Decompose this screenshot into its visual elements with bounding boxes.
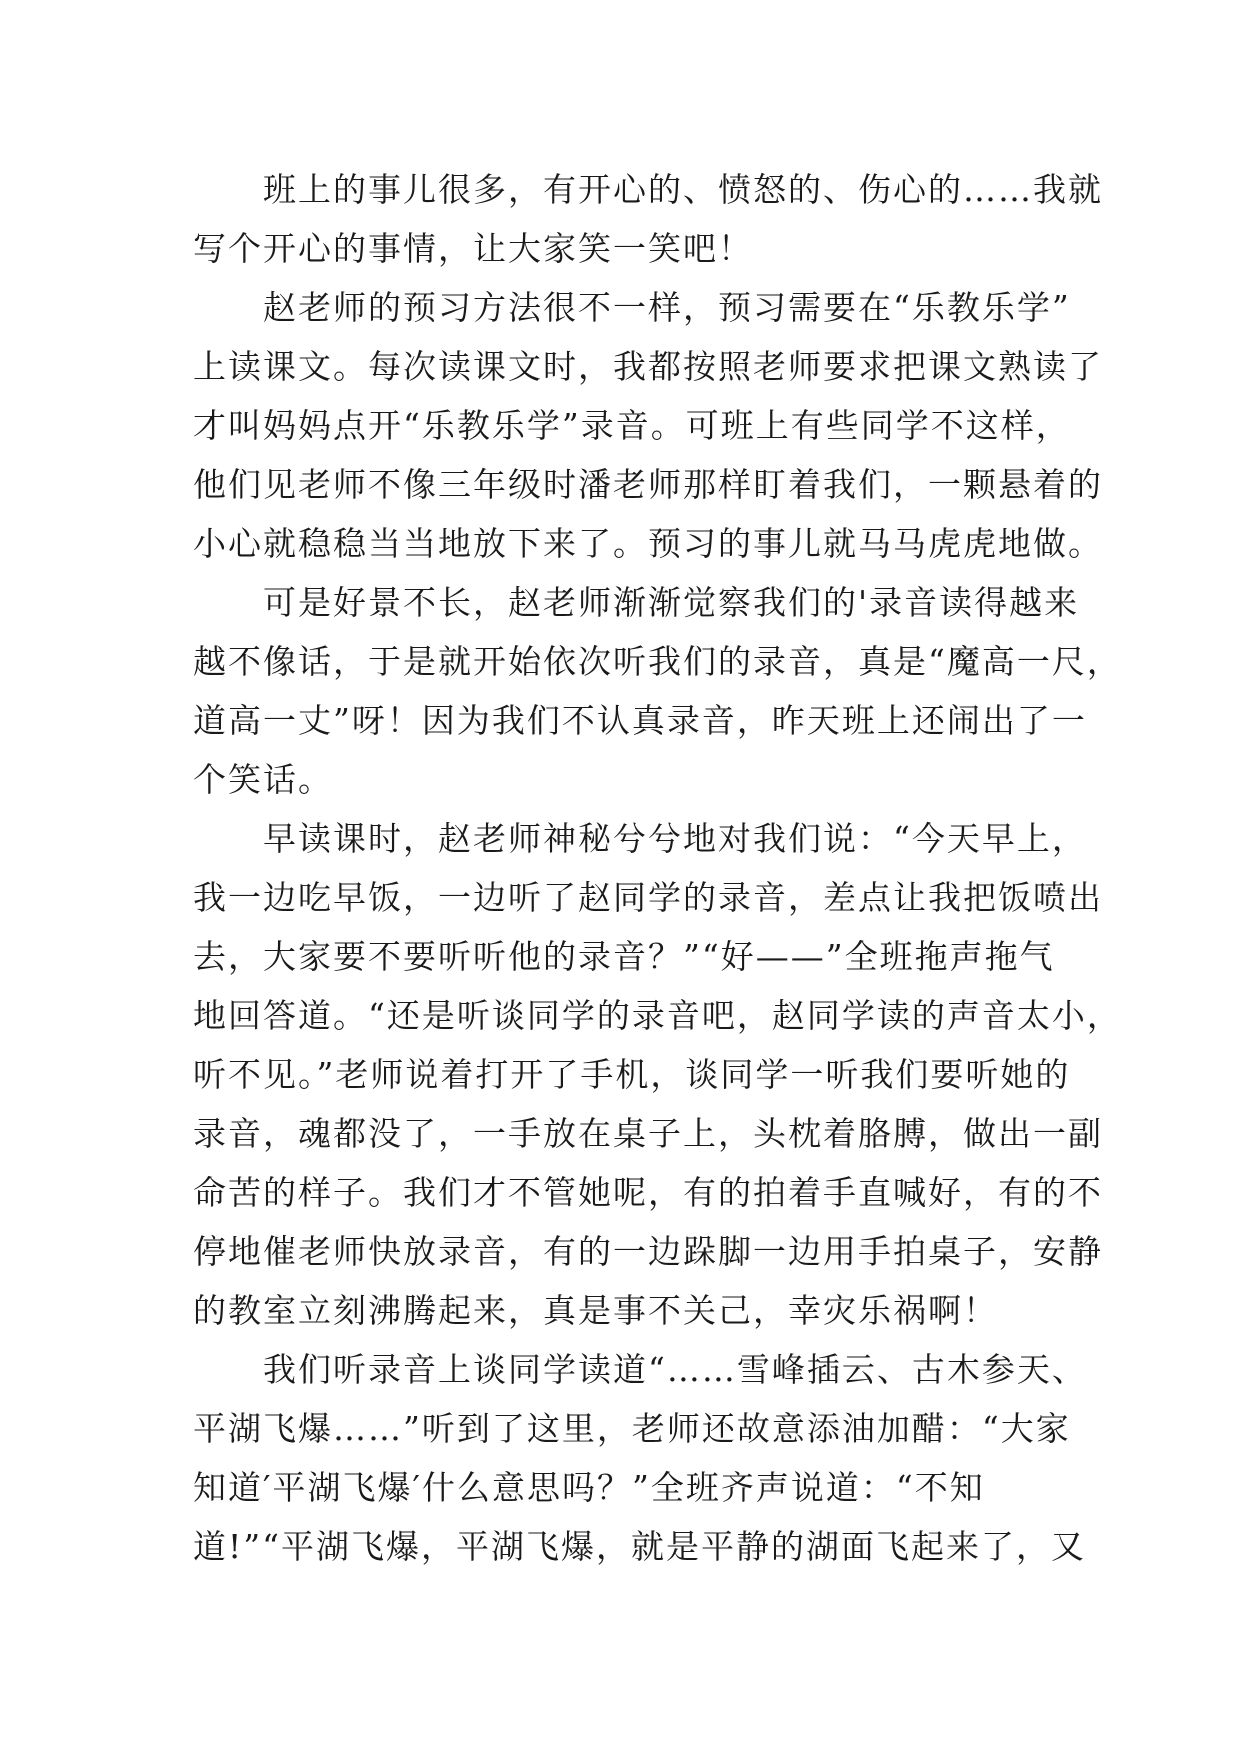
text-line: 可是好景不长，赵老师渐渐觉察我们的'录音读得越来 <box>263 583 1080 622</box>
text-line: 赵老师的预习方法很不一样，预习需要在“乐教乐学” <box>263 288 1071 327</box>
text-line: 班上的事儿很多，有开心的、愤怒的、伤心的……我就 <box>263 170 1103 209</box>
text-line: 写个开心的事情，让大家笑一笑吧！ <box>193 229 753 268</box>
text-line: 去，大家要不要听听他的录音？”“好——”全班拖声拖气 <box>193 937 1055 976</box>
text-line: 个笑话。 <box>193 760 333 799</box>
text-line: 上读课文。每次读课文时，我都按照老师要求把课文熟读了 <box>193 347 1103 386</box>
text-line: 我们听录音上谈同学读道“……雪峰插云、古木参天、 <box>263 1350 1087 1389</box>
text-line: 才叫妈妈点开“乐教乐学”录音。可班上有些同学不这样， <box>193 406 1071 445</box>
paragraph-5 <box>193 1340 1087 1576</box>
text-line: 早读课时，赵老师神秘兮兮地对我们说：“今天早上， <box>263 819 1087 858</box>
text-line: 命苦的样子。我们才不管她呢，有的拍着手直喊好，有的不 <box>193 1173 1103 1212</box>
text-line: 道!”“平湖飞爆，平湖飞爆，就是平静的湖面飞起来了，又 <box>193 1527 1087 1566</box>
text-line: 我一边吃早饭，一边听了赵同学的录音，差点让我把饭喷出 <box>193 878 1103 917</box>
text-line: 停地催老师快放录音，有的一边跺脚一边用手拍桌子，安静 <box>193 1232 1103 1271</box>
document-body <box>193 160 1122 1576</box>
text-line: 的教室立刻沸腾起来，真是事不关己，幸灾乐祸啊！ <box>193 1291 998 1330</box>
text-line: 越不像话，于是就开始依次听我们的录音，真是“魔高一尺， <box>193 642 1122 681</box>
paragraph-1 <box>193 160 1103 278</box>
text-line: 听不见。”老师说着打开了手机，谈同学一听我们要听她的 <box>193 1055 1071 1094</box>
paragraph-3 <box>193 573 1122 809</box>
text-line: 道高一丈”呀！因为我们不认真录音，昨天班上还闹出了一 <box>193 701 1087 740</box>
text-line: 平湖飞爆……”听到了这里，老师还故意添油加醋：“大家 <box>193 1409 1071 1448</box>
paragraph-4 <box>193 809 1122 1340</box>
text-line: 小心就稳稳当当地放下来了。预习的事儿就马马虎虎地做。 <box>193 524 1103 563</box>
paragraph-2 <box>193 278 1103 573</box>
text-line: 知道′平湖飞爆′什么意思吗？”全班齐声说道：“不知 <box>193 1468 985 1507</box>
text-line: 录音，魂都没了，一手放在桌子上，头枕着胳膊，做出一副 <box>193 1114 1103 1153</box>
text-line: 他们见老师不像三年级时潘老师那样盯着我们，一颗悬着的 <box>193 465 1103 504</box>
text-line: 地回答道。“还是听谈同学的录音吧，赵同学读的声音太小， <box>193 996 1122 1035</box>
